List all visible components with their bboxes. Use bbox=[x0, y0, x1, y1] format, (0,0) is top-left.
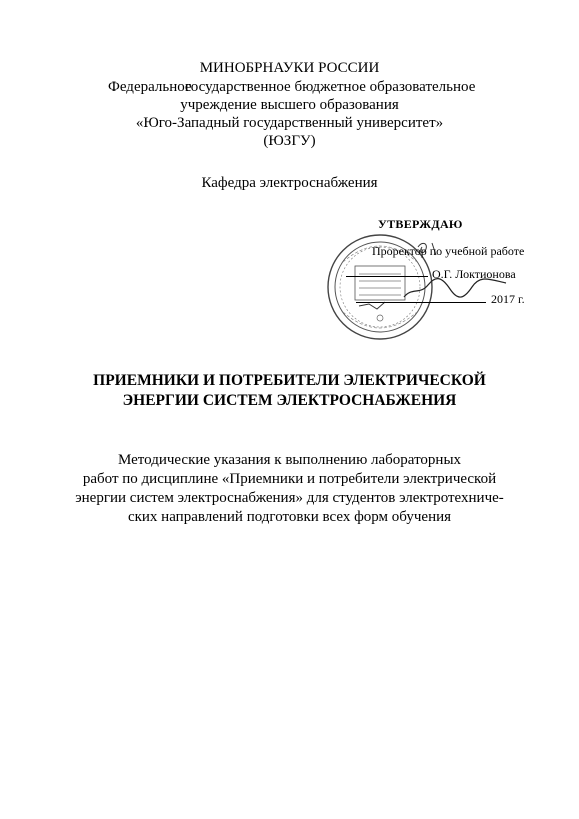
description-line-2: работ по дисциплине «Приемники и потребители электрической bbox=[82, 471, 497, 487]
institution-words-rest: государственное бюджетное образовательное bbox=[185, 79, 476, 95]
document-title-line-1: ПРИЕМНИКИ И ПОТРЕБИТЕЛИ ЭЛЕКТРИЧЕСКОЙ bbox=[93, 372, 486, 389]
approver-name: О.Г. Локтионова bbox=[432, 267, 516, 281]
description-line-4: ских направлений подготовки всех форм обучения bbox=[127, 509, 452, 525]
description-line-1: Методические указания к выполнению лабораторных bbox=[117, 452, 462, 468]
ministry-name: МИНОБРНАУКИ РОССИИ bbox=[199, 60, 380, 76]
name-signature-line bbox=[346, 276, 428, 277]
department-name: Кафедра электроснабжения bbox=[201, 175, 378, 191]
institution-line-2: учреждение высшего образования bbox=[180, 97, 399, 113]
institution-word-federal: Федеральное bbox=[108, 79, 192, 95]
description-line-3: энергии систем электроснабжения» для студентов электротехниче- bbox=[75, 490, 504, 506]
approver-role: Проректор по учебной работе bbox=[372, 244, 525, 258]
university-name: «Юго-Западный государственный университет» bbox=[135, 115, 444, 131]
university-abbreviation: (ЮЗГУ) bbox=[263, 133, 316, 149]
document-title-line-2: ЭНЕРГИИ СИСТЕМ ЭЛЕКТРОСНАБЖЕНИЯ bbox=[122, 392, 457, 409]
date-signature-line bbox=[356, 302, 486, 303]
approval-year: 2017 г. bbox=[491, 292, 525, 306]
approval-title: УТВЕРЖДАЮ bbox=[378, 217, 463, 231]
